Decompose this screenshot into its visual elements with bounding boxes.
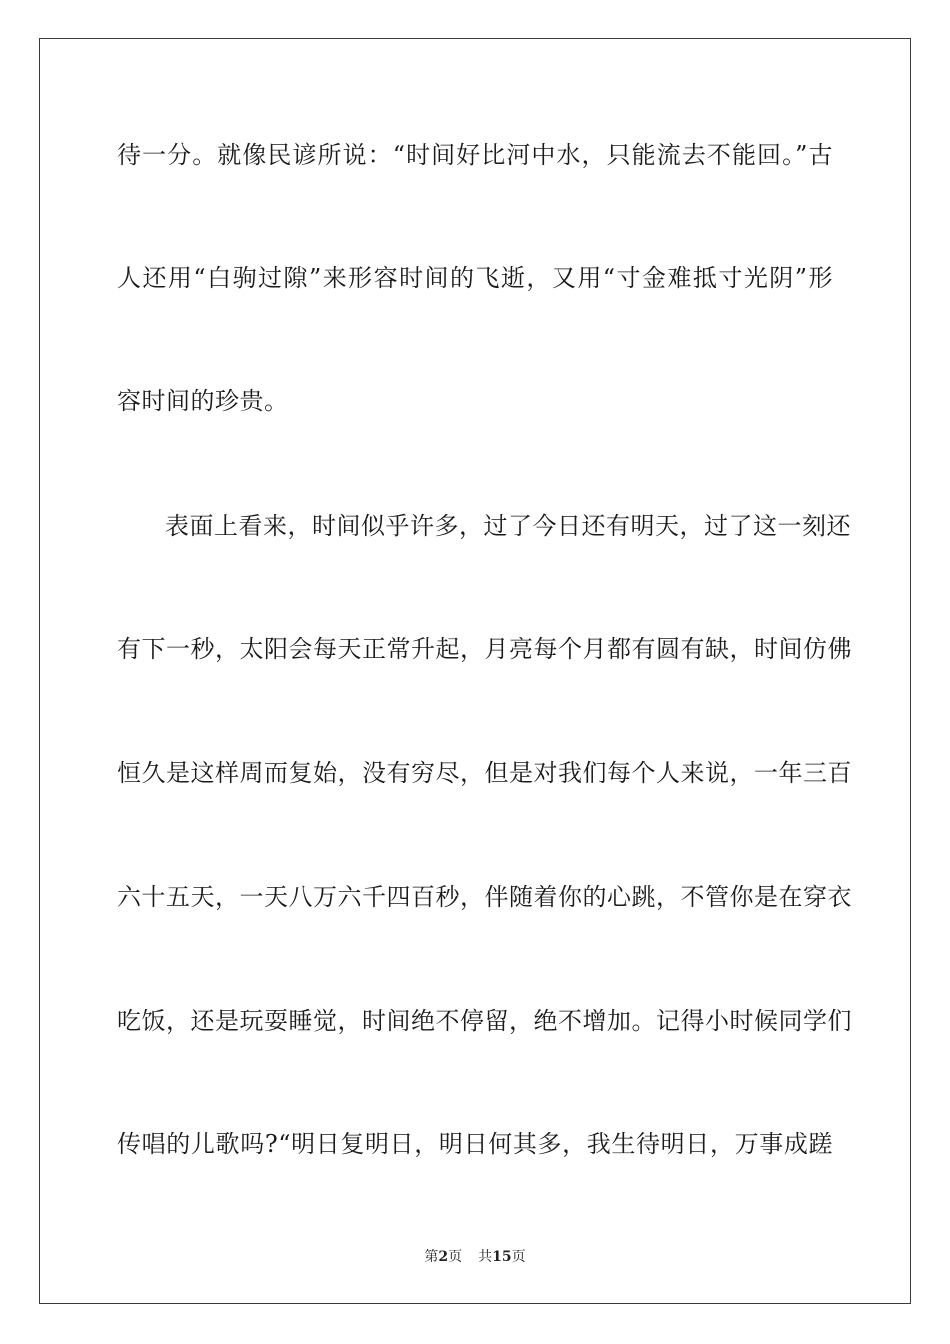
paragraph-line-2: 人还用“白驹过隙”来形容时间的飞逝，又用“寸金难抵寸光阴”形 (117, 264, 833, 292)
paragraph-line-8: 吃饭，还是玩耍睡觉，时间绝不停留，绝不增加。记得小时候同学们 (117, 1007, 852, 1035)
total-prefix: 共 (478, 1249, 493, 1265)
page-number: 2 (438, 1249, 449, 1265)
paragraph-line-5: 有下一秒，太阳会每天正常升起，月亮每个月都有圆有缺，时间仿佛 (117, 635, 852, 663)
total-pages: 15 (492, 1249, 512, 1265)
paragraph-line-3: 容时间的珍贵。 (117, 387, 289, 415)
paragraph-line-4: 表面上看来，时间似乎许多，过了今日还有明天，过了这一刻还 (165, 512, 851, 540)
paragraph-line-6: 恒久是这样周而复始，没有穷尽，但是对我们每个人来说，一年三百 (117, 759, 852, 787)
paragraph-line-9: 传唱的儿歌吗?“明日复明日，明日何其多，我生待明日，万事成蹉 (117, 1130, 833, 1158)
paragraph-line-1: 待一分。就像民谚所说：“时间好比河中水，只能流去不能回。”古 (117, 141, 833, 169)
page-footer (0, 1248, 950, 1266)
paragraph-line-7: 六十五天，一天八万六千四百秒，伴随着你的心跳，不管你是在穿衣 (117, 883, 852, 911)
page-suffix: 页 (448, 1249, 463, 1265)
page-prefix: 第 (424, 1249, 439, 1265)
total-suffix: 页 (511, 1249, 526, 1265)
page-border (39, 38, 911, 1304)
